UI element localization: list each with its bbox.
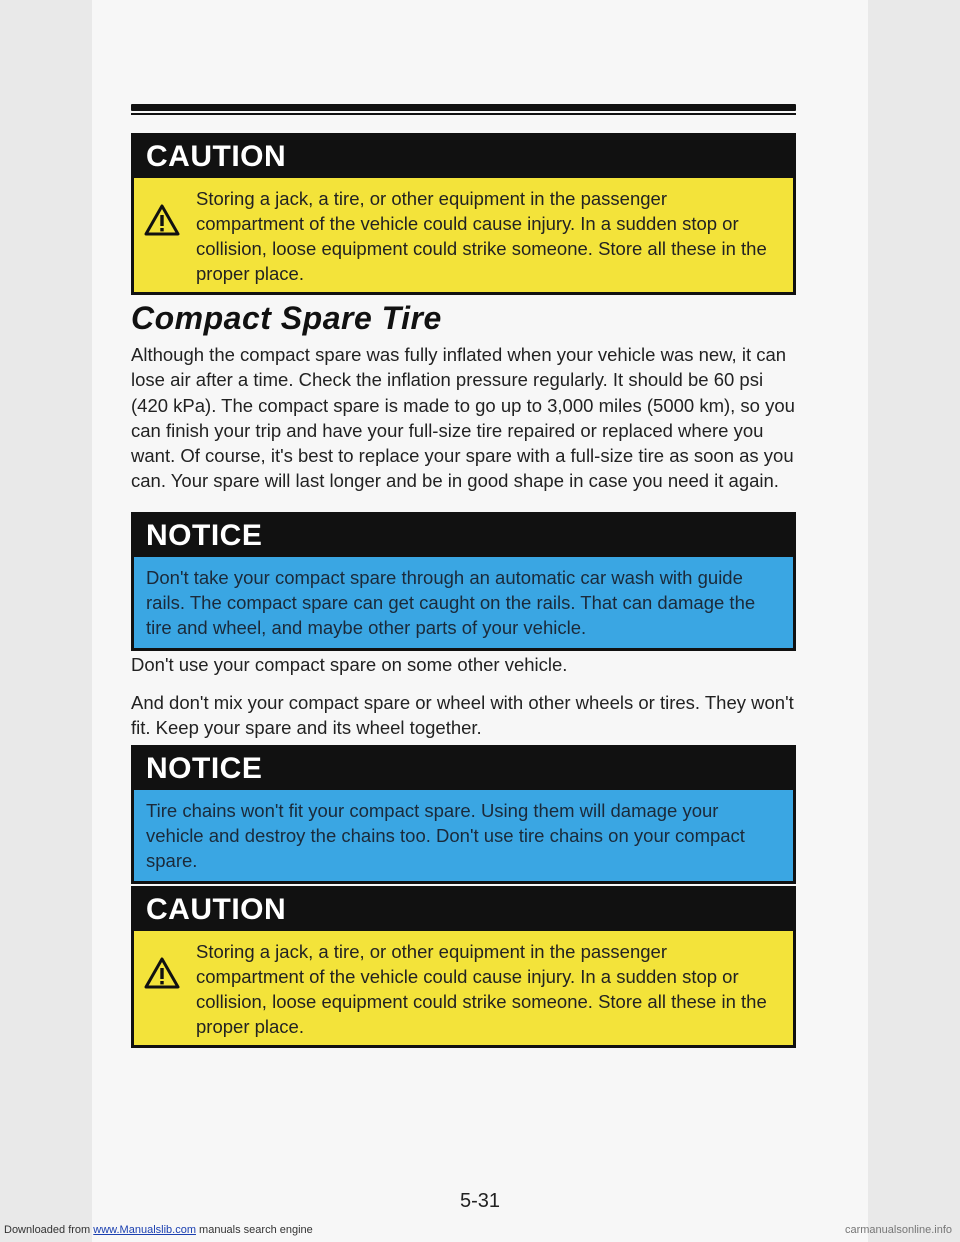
download-prefix: Downloaded from — [4, 1224, 94, 1236]
caution-body — [134, 178, 793, 292]
top-rule-thin — [131, 113, 796, 115]
caution-box-bottom — [131, 886, 796, 1048]
body-paragraph-3: And don't mix your compact spare or wheel with other wheels or tires. They won't fit. Keep your spare and its wheel together. — [131, 692, 794, 739]
notice-label: NOTICE — [134, 748, 793, 790]
download-footer — [4, 1224, 313, 1236]
warning-triangle-icon — [144, 957, 180, 989]
notice-text: Tire chains won't fit your compact spare. Using them will damage your vehicle and destroy the chains too. Don't use tire chains on your compact spare. — [134, 790, 793, 881]
warning-triangle-icon — [144, 204, 180, 236]
watermark: carmanualsonline.info — [844, 1224, 952, 1236]
download-suffix: manuals search engine — [195, 1224, 313, 1236]
notice-box-2 — [131, 745, 796, 884]
page-number: 5-31 — [459, 1190, 501, 1212]
notice-label: NOTICE — [134, 515, 793, 557]
notice-box-1 — [131, 512, 796, 651]
body-paragraph-2: Don't use your compact spare on some other vehicle. — [131, 654, 568, 675]
top-rule — [131, 104, 796, 111]
caution-text: Storing a jack, a tire, or other equipment in the passenger compartment of the vehicle could cause injury. In a sudden stop or collision, loose equipment could strike someone. Store all these in the proper place. — [196, 188, 767, 284]
manualslib-link[interactable]: www.Manualslib.com — [93, 1224, 196, 1236]
caution-label: CAUTION — [134, 889, 793, 931]
caution-label: CAUTION — [134, 136, 793, 178]
caution-body — [134, 931, 793, 1045]
caution-text: Storing a jack, a tire, or other equipment in the passenger compartment of the vehicle could cause injury. In a sudden stop or collision, loose equipment could strike someone. Store all these in the proper place. — [196, 941, 767, 1037]
caution-box-top — [131, 133, 796, 295]
body-paragraph-1: Although the compact spare was fully inflated when your vehicle was new, it can lose air after a time. Check the inflation pressure regularly. It should be 60 psi (420 kPa). The compact spare is made to go up to 3,000 miles (5000 km), so you can finish your trip and have your full-size tire repaired or replaced where you want. Of course, it's best to replace your spare with a full-size tire as soon as you can. Your spare will last longer and be in good shape in case you need it again. — [131, 344, 795, 492]
notice-text: Don't take your compact spare through an automatic car wash with guide rails. The compact spare can get caught on the rails. That can damage the tire and wheel, and maybe other parts of your vehicle. — [134, 557, 793, 648]
section-title: Compact Spare Tire — [131, 300, 442, 336]
